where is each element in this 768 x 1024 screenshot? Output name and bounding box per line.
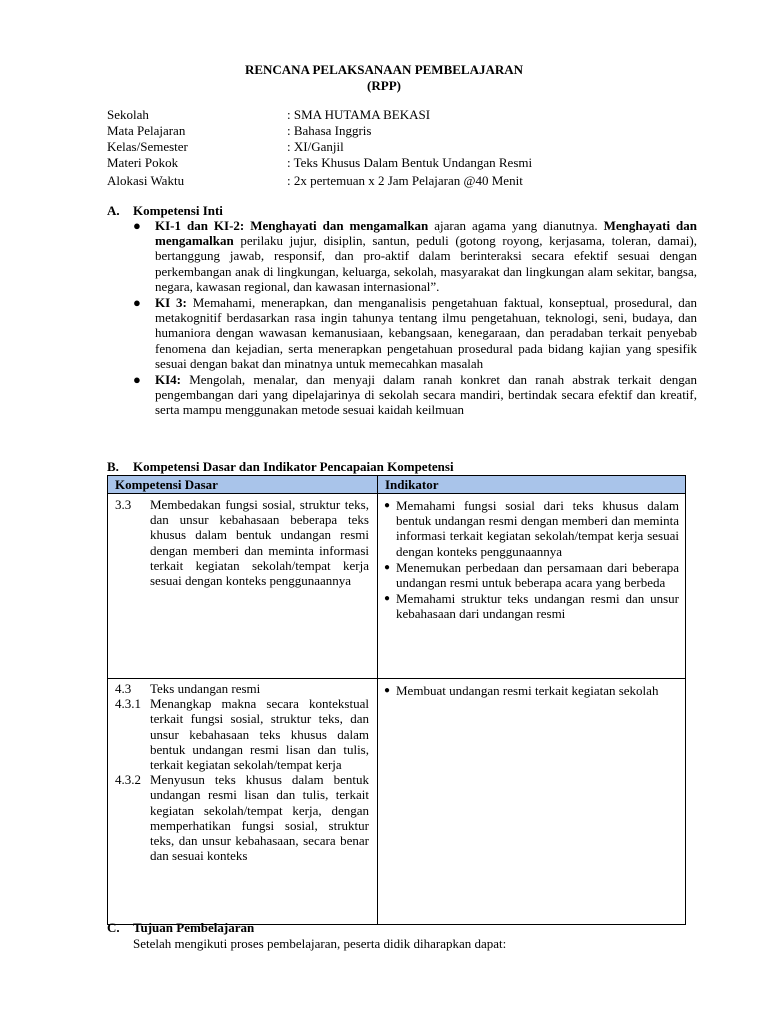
list-item	[133, 295, 697, 371]
kd-item	[115, 696, 369, 772]
document-title: RENCANA PELAKSANAAN PEMBELAJARAN	[244, 62, 524, 77]
info-value: : 2x pertemuan x 2 Jam Pelajaran @40 Menit	[287, 173, 523, 188]
ki-list	[133, 218, 697, 418]
bullet-icon: ●	[133, 372, 141, 388]
bullet-icon: ●	[384, 500, 391, 511]
indicator-text: Membuat undangan resmi terkait kegiatan sekolah	[396, 683, 659, 698]
ki-text: Mengolah, menalar, dan menyaji dalam ranah konkret dan ranah abstrak terkait dengan pengembangan dari yang dipelajarinya di sekolah secara mandiri, bertindak secara efektif dan kreatif, serta mampu menggunakan metode sesuai kaidah keilmuan	[155, 372, 697, 418]
bullet-icon: ●	[133, 218, 141, 233]
section-b-heading	[107, 459, 454, 475]
kd-item	[115, 681, 369, 696]
column-header-indikator: Indikator	[378, 476, 686, 494]
table-row	[108, 679, 686, 925]
info-value: : Bahasa Inggris	[287, 123, 372, 138]
kd-text: Teks undangan resmi	[150, 681, 261, 696]
bullet-icon: ●	[384, 561, 391, 573]
kd-number: 4.3.2	[115, 772, 141, 788]
indicator-cell	[378, 494, 686, 679]
section-title: Tujuan Pembelajaran	[133, 920, 255, 935]
info-value: : XI/Ganjil	[287, 139, 344, 154]
indicator-text: Memahami fungsi sosial dari teks khusus dalam bentuk undangan resmi dengan memberi dan meminta informasi terkait kegiatan sekolah/tempat kerja sesuai dengan konteks penggunaannya	[396, 498, 679, 559]
ki-text: ajaran agama yang dianutnya.	[428, 218, 604, 233]
ki-text: Memahami, menerapkan, dan menganalisis pengetahuan faktual, konseptual, prosedural, dan metakognitif berdasarkan rasa ingin tahunya tentang ilmu pengetahuan, teknologi, seni, budaya, dan humaniora dengan wawasan kemanusiaan, kebangsaan, kenegaraan, dan peradaban terkait penyebab fenomena dan kejadian, serta menerapkan pengetahuan prosedural pada bidang kajian yang spesifik sesuai dengan bakat dan minatnya untuk memecahkan masalah	[155, 295, 698, 371]
kd-text: Membedakan fungsi sosial, struktur teks, dan unsur kebahasaan beberapa teks khusus dalam bentuk undangan resmi dengan memberi dan meminta informasi terkait kegiatan sekolah/tempat kerja sesuai dengan konteks penggunaannya	[150, 497, 369, 589]
info-label: Kelas/Semester	[107, 139, 188, 154]
ki-text-2: perilaku jujur, disiplin, santun, peduli (gotong royong, kerjasama, toleran, damai), bertanggung jawab, responsif, dan pro-aktif dalam berinteraksi secara efektif sesuai dengan perkembangan anak di lingkungan, keluarga, sekolah, masyarakat dan lingkungan alam sekitar, bangsa, negara, kawasan regional, dan kawasan internasional”.	[155, 233, 697, 294]
info-label: Sekolah	[107, 107, 149, 122]
ki-bold: KI4:	[155, 372, 181, 388]
ki-bold: KI 3:	[155, 295, 187, 311]
kd-number: 4.3.1	[115, 696, 141, 712]
bullet-icon: ●	[384, 685, 391, 696]
list-item	[133, 372, 697, 418]
section-a-heading	[107, 203, 223, 219]
indicator-text: Memahami struktur teks undangan resmi dan unsur kebahasaan dari undangan resmi	[396, 591, 679, 622]
info-value: : SMA HUTAMA BEKASI	[287, 107, 431, 122]
indicator-item	[384, 683, 679, 698]
section-title: Kompetensi Inti	[133, 203, 223, 218]
kd-cell	[108, 679, 378, 925]
kd-number: 4.3	[115, 681, 132, 696]
table-row	[108, 494, 686, 679]
bullet-icon: ●	[133, 295, 141, 311]
info-value: : Teks Khusus Dalam Bentuk Undangan Resmi	[287, 155, 533, 170]
bullet-icon: ●	[384, 593, 391, 605]
list-item	[133, 218, 697, 294]
indicator-item	[384, 560, 679, 590]
tujuan-intro: Setelah mengikuti proses pembelajaran, peserta didik diharapkan dapat:	[133, 936, 507, 951]
info-label: Alokasi Waktu	[107, 173, 185, 188]
indicator-cell	[378, 679, 686, 925]
section-title: Kompetensi Dasar dan Indikator Pencapaian Kompetensi	[133, 459, 454, 474]
info-label: Materi Pokok	[107, 155, 179, 170]
kd-text: Menangkap makna secara kontekstual terkait fungsi sosial, struktur teks, dan unsur kebahasaan teks khusus dalam bentuk undangan resmi lisan dan tulis, terkait kegiatan sekolah/tempat kerja	[150, 696, 369, 773]
table-header-row	[108, 476, 686, 494]
section-letter: C.	[107, 920, 120, 935]
section-letter: B.	[107, 459, 119, 474]
section-c-heading	[107, 920, 254, 936]
kd-text: Menyusun teks khusus dalam bentuk undangan resmi lisan dan tulis, terkait kegiatan sekolah/tempat kerja, dengan memperhatikan fungsi sosial, struktur teks, dan unsur kebahasaan, secara benar dan sesuai konteks	[150, 772, 369, 864]
indicator-item	[384, 591, 679, 621]
kd-item	[115, 497, 369, 588]
section-letter: A.	[107, 203, 120, 218]
info-label: Mata Pelajaran	[107, 123, 186, 138]
kd-number: 3.3	[115, 497, 132, 512]
ki-bold: KI-1 dan KI-2: Menghayati dan mengamalkan	[155, 218, 429, 233]
competency-table	[107, 475, 686, 925]
kd-item	[115, 772, 369, 863]
document-subtitle: (RPP)	[367, 78, 401, 93]
indicator-item	[384, 498, 679, 559]
kd-cell	[108, 494, 378, 679]
indicator-text: Menemukan perbedaan dan persamaan dari beberapa undangan resmi untuk beberapa acara yang berbeda	[396, 559, 679, 591]
ki-bold-2: Menghayati dan mengamalkan	[155, 218, 697, 249]
column-header-kd: Kompetensi Dasar	[108, 476, 378, 494]
